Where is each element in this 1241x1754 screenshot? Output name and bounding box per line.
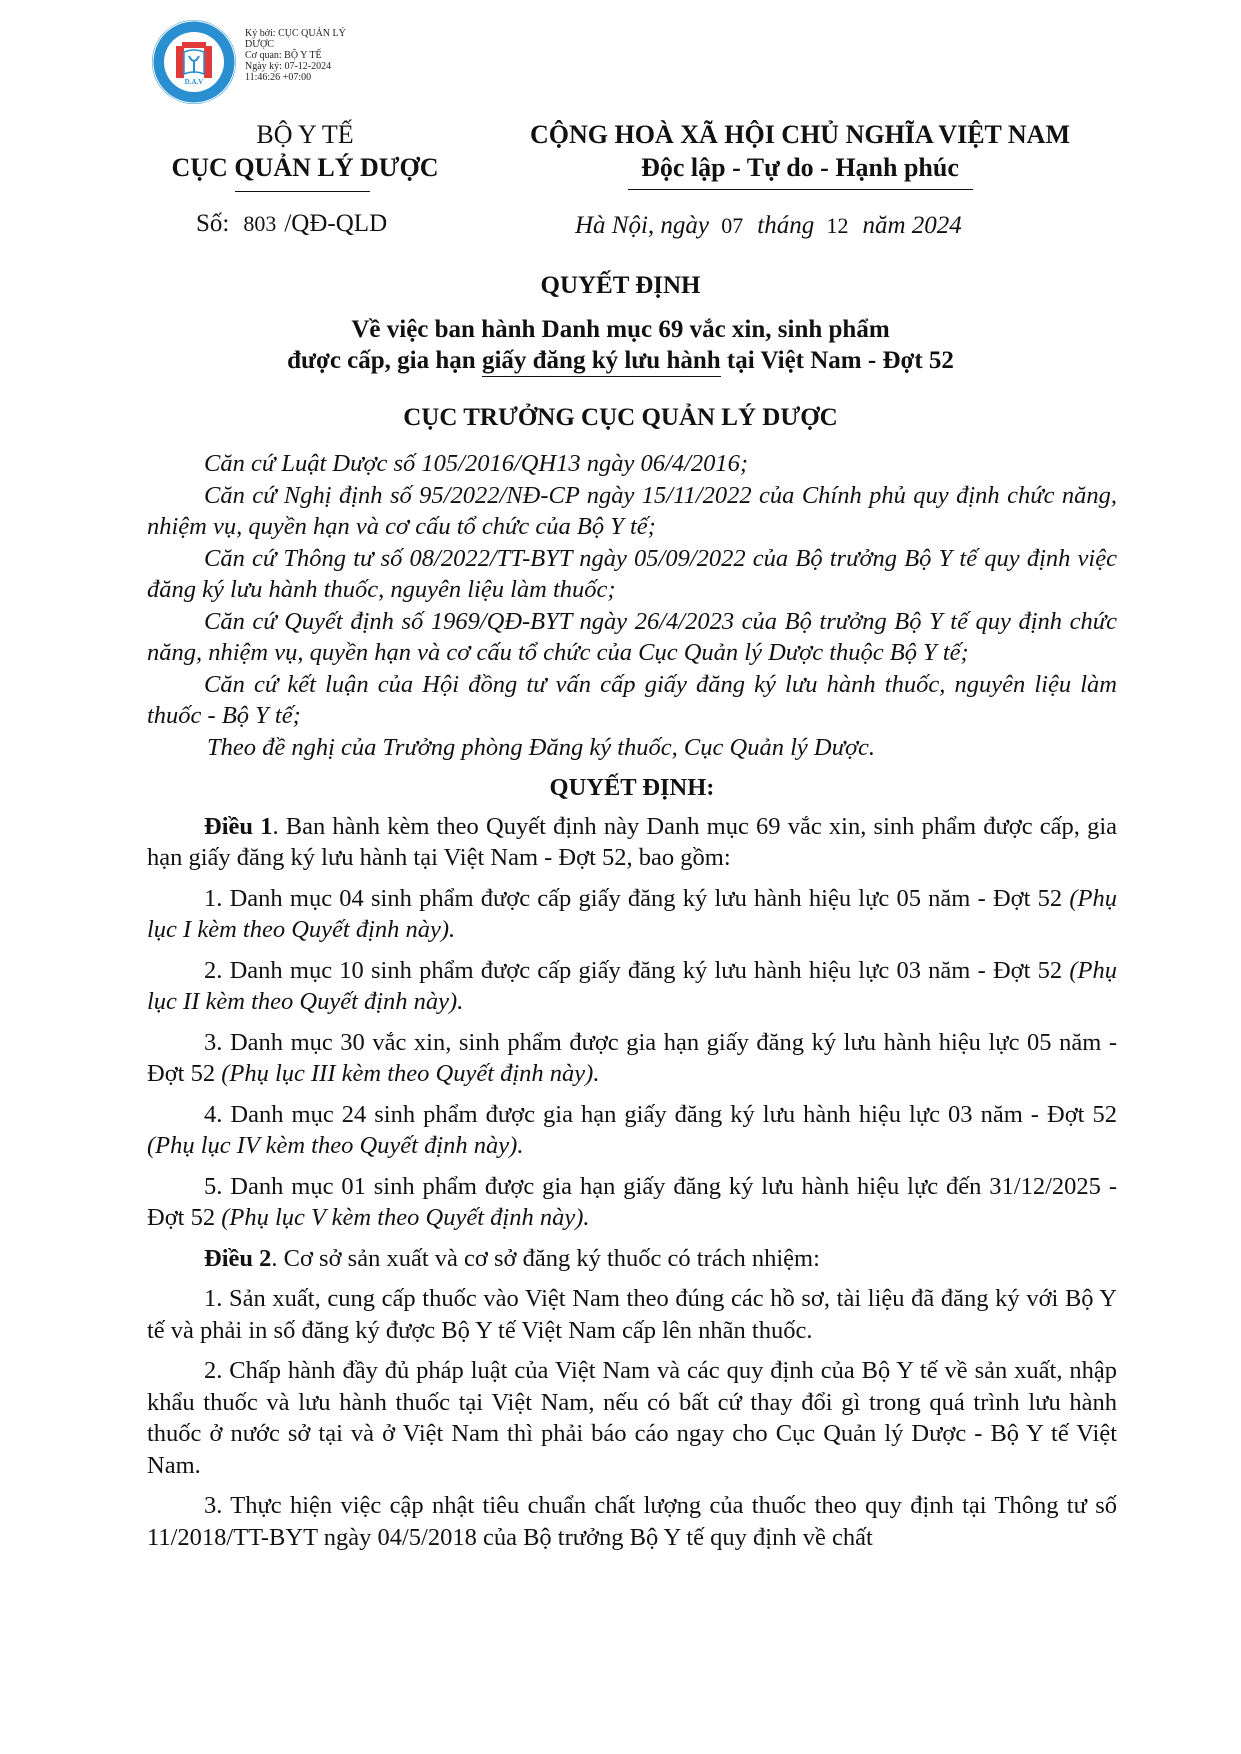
- article-2-label: Điều 2: [204, 1244, 272, 1272]
- article-1-item: [147, 1171, 1117, 1234]
- number-suffix: /QĐ-QLD: [284, 210, 388, 237]
- dav-seal-icon: [150, 18, 238, 106]
- month-label: tháng: [757, 212, 815, 239]
- item-ref: (Phụ lục V kèm theo Quyết định này).: [221, 1204, 590, 1231]
- item-text: 1. Danh mục 04 sinh phẩm được cấp giấy đăng ký lưu hành hiệu lực 05 năm - Đợt 52: [204, 884, 1070, 912]
- item-ref: (Phụ lục I kèm theo Quyết định này).: [147, 884, 1117, 943]
- place-date-prefix: Hà Nội, ngày: [575, 212, 710, 239]
- place-date: [575, 212, 962, 240]
- preamble-item: Căn cứ Quyết định số 1969/QĐ-BYT ngày 26/4/2023 của Bộ trưởng Bộ Y tế quy định chức năng, nhiệm vụ, quyền hạn và cơ cấu tổ chức của Cục Quản lý Dược thuộc Bộ Y tế;: [147, 607, 1117, 666]
- agency-underline: [235, 191, 370, 192]
- national-motto: Độc lập - Tự do - Hạnh phúc: [641, 153, 959, 182]
- month: 12: [826, 213, 849, 238]
- signing-agency: Cơ quan: BỘ Y TẾ: [245, 50, 322, 61]
- year: 2024: [911, 212, 962, 239]
- svg-text:D.A.V: D.A.V: [184, 78, 204, 86]
- issuing-agency: [150, 118, 460, 184]
- article-2-item: 2. Chấp hành đầy đủ pháp luật của Việt Nam và các quy định của Bộ Y tế về sản xuất, nhập khẩu thuốc và lưu hành thuốc tại Việt Nam, nếu có bất cứ thay đổi gì trong quá trình lưu hành thuốc ở nước sở tại và ở Việt Nam thì phải báo cáo ngay cho Cục Quản lý Dược - Bộ Y tế Việt Nam.: [147, 1357, 1117, 1479]
- document-type: QUYẾT ĐỊNH: [540, 272, 701, 299]
- signed-date: Ngày ký: 07-12-2024 11:46:26 +07:00: [245, 61, 332, 83]
- article-1: [147, 811, 1117, 874]
- item-text: 3. Danh mục 30 vắc xin, sinh phẩm được gia hạn giấy đăng ký lưu hành hiệu lực 05 năm - Đợt 52: [147, 1028, 1117, 1087]
- item-text: 4. Danh mục 24 sinh phẩm được gia hạn giấy đăng ký lưu hành hiệu lực 03 năm - Đợt 52: [204, 1100, 1117, 1128]
- decision-heading: QUYẾT ĐỊNH:: [549, 774, 715, 801]
- subject-text: được cấp, gia hạn: [287, 347, 482, 374]
- article-1-item: [147, 883, 1117, 946]
- number-value: 803: [243, 211, 277, 236]
- article-2: [147, 1243, 1117, 1275]
- article-1-item: [147, 955, 1117, 1018]
- signed-by: Ký bởi: CỤC QUẢN LÝ DƯỢC: [245, 28, 346, 50]
- article-1-item: [147, 1099, 1117, 1162]
- year-label: năm: [862, 212, 906, 239]
- preamble-item: Căn cứ Nghị định số 95/2022/NĐ-CP ngày 15/11/2022 của Chính phủ quy định chức năng, nhiệm vụ, quyền hạn và cơ cấu tổ chức của Bộ Y tế;: [147, 481, 1117, 540]
- item-text: 2. Danh mục 10 sinh phẩm được cấp giấy đăng ký lưu hành hiệu lực 03 năm - Đợt 52: [204, 956, 1070, 984]
- issuing-authority: CỤC TRƯỞNG CỤC QUẢN LÝ DƯỢC: [403, 404, 838, 431]
- preamble-item: Căn cứ Thông tư số 08/2022/TT-BYT ngày 05/09/2022 của Bộ trưởng Bộ Y tế quy định việc đăng ký lưu hành thuốc, nguyên liệu làm thuốc;: [147, 544, 1117, 603]
- department-name: CỤC QUẢN LÝ DƯỢC: [171, 153, 439, 182]
- item-ref: (Phụ lục III kèm theo Quyết định này).: [221, 1060, 600, 1087]
- preamble-item: Căn cứ kết luận của Hội đồng tư vấn cấp giấy đăng ký lưu hành thuốc, nguyên liệu làm thuốc - Bộ Y tế;: [147, 670, 1117, 729]
- number-label: Số:: [196, 210, 230, 237]
- article-1-item: [147, 1027, 1117, 1090]
- preamble-item: Theo đề nghị của Trưởng phòng Đăng ký thuốc, Cục Quản lý Dược.: [207, 733, 876, 761]
- item-text: 5. Danh mục 01 sinh phẩm được gia hạn giấy đăng ký lưu hành hiệu lực đến 31/12/2025 - Đợt 52: [147, 1172, 1117, 1231]
- subject-underlined: giấy đăng ký lưu hành: [482, 347, 721, 377]
- article-1-label: Điều 1: [204, 812, 273, 840]
- article-1-text: . Ban hành kèm theo Quyết định này Danh mục 69 vắc xin, sinh phẩm được cấp, gia hạn giấy đăng ký lưu hành tại Việt Nam - Đợt 52, bao gồm:: [147, 812, 1118, 871]
- ministry-name: BỘ Y TẾ: [256, 120, 354, 149]
- preamble-item: Căn cứ Luật Dược số 105/2016/QH13 ngày 06/4/2016;: [204, 450, 749, 477]
- item-ref: (Phụ lục IV kèm theo Quyết định này).: [147, 1132, 524, 1159]
- subject-text-end: tại Việt Nam - Đợt 52: [720, 347, 954, 374]
- subject-line-2: [0, 347, 1241, 375]
- day: 07: [721, 213, 744, 238]
- article-2-item: 3. Thực hiện việc cập nhật tiêu chuẩn chất lượng của thuốc theo quy định tại Thông tư số 11/2018/TT-BYT ngày 04/5/2018 của Bộ trưởng Bộ Y tế quy định về chất: [147, 1492, 1117, 1551]
- subject-line-1: Về việc ban hành Danh mục 69 vắc xin, sinh phẩm: [351, 316, 890, 343]
- country-name: CỘNG HOÀ XÃ HỘI CHỦ NGHĨA VIỆT NAM: [529, 120, 1071, 149]
- article-2-item: 1. Sản xuất, cung cấp thuốc vào Việt Nam theo đúng các hồ sơ, tài liệu đã đăng ký với Bộ Y tế và phải in số đăng ký được Bộ Y tế Việt Nam cấp lên nhãn thuốc.: [147, 1285, 1117, 1344]
- document-body: [147, 448, 1117, 1553]
- national-header: [460, 118, 1140, 184]
- document-number: [196, 210, 387, 238]
- signature-info: [245, 28, 355, 83]
- digital-signature-block: [150, 18, 390, 108]
- motto-underline: [628, 189, 973, 190]
- article-2-text: . Cơ sở sản xuất và cơ sở đăng ký thuốc có trách nhiệm:: [271, 1244, 820, 1272]
- item-ref: (Phụ lục II kèm theo Quyết định này).: [147, 956, 1117, 1015]
